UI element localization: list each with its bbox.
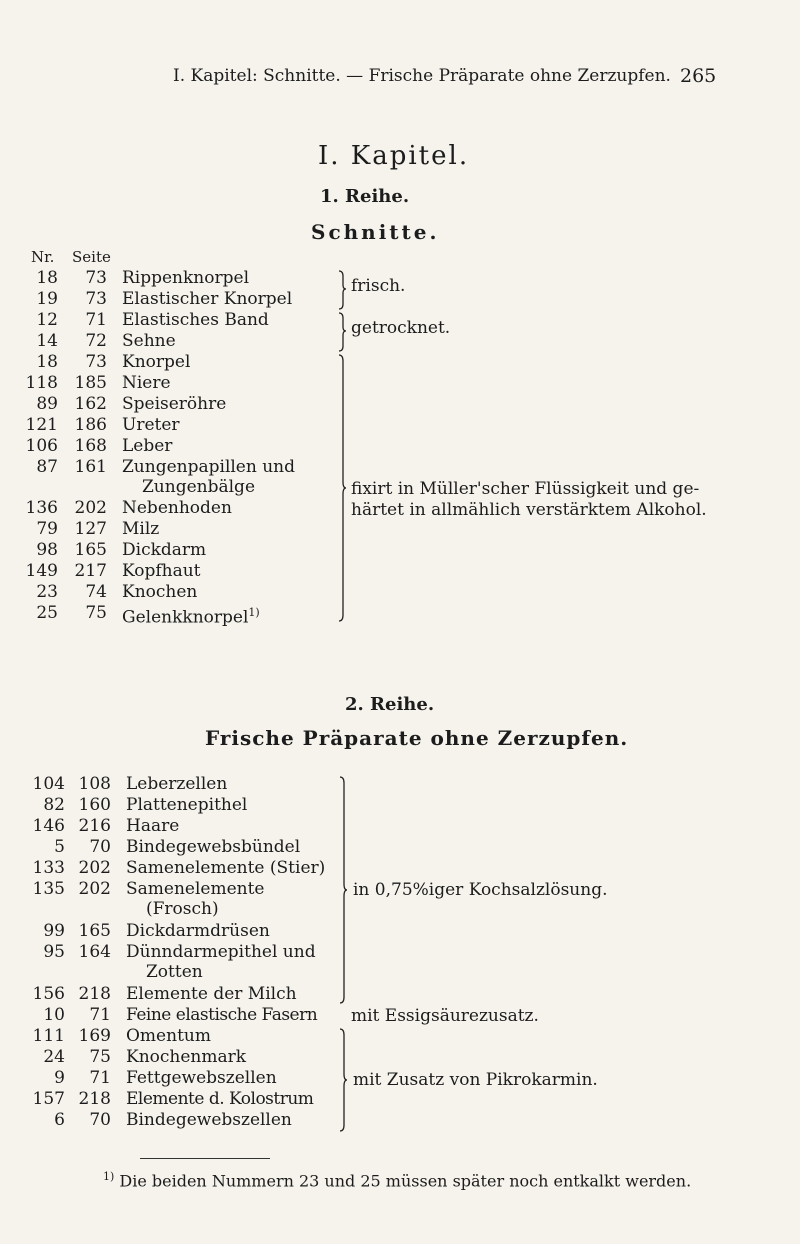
row-name: Bindegewebszellen bbox=[126, 1110, 292, 1130]
row-name: Elastischer Knorpel bbox=[122, 289, 293, 309]
row-nr: 6 bbox=[54, 1110, 65, 1130]
row-name bbox=[122, 603, 260, 628]
chapter-title: I. Kapitel. bbox=[318, 141, 470, 171]
row-seite: 164 bbox=[78, 942, 111, 962]
row-name-text: Gelenkknorpel bbox=[122, 607, 249, 628]
brace-pikro bbox=[338, 1028, 348, 1132]
row-name: Samenelemente bbox=[126, 879, 265, 899]
row-seite: 72 bbox=[85, 331, 107, 351]
table-row bbox=[0, 436, 800, 456]
row-nr: 9 bbox=[54, 1068, 65, 1088]
row-seite: 218 bbox=[78, 984, 111, 1004]
row-seite: 71 bbox=[89, 1005, 111, 1025]
row-seite: 127 bbox=[74, 519, 107, 539]
table-row bbox=[0, 774, 800, 794]
brace-kochsalz bbox=[338, 776, 348, 1004]
footnote bbox=[103, 1170, 691, 1190]
row-nr: 136 bbox=[25, 498, 58, 518]
row-nr: 104 bbox=[32, 774, 65, 794]
row-name: Elemente d. Kolostrum bbox=[126, 1089, 314, 1109]
row-name: Haare bbox=[126, 816, 180, 836]
table-row bbox=[0, 921, 800, 941]
series1-subheading: Schnitte. bbox=[311, 220, 440, 244]
row-name: Speiseröhre bbox=[122, 394, 227, 414]
row-seite: 168 bbox=[74, 436, 107, 456]
row-nr: 89 bbox=[36, 394, 58, 414]
row-nr: 133 bbox=[32, 858, 65, 878]
row-nr: 23 bbox=[36, 582, 58, 602]
row-seite: 74 bbox=[85, 582, 107, 602]
row-name: Knochen bbox=[122, 582, 198, 602]
table-row bbox=[0, 837, 800, 857]
row-seite: 73 bbox=[85, 289, 107, 309]
note-frisch: frisch. bbox=[351, 276, 406, 296]
table-row bbox=[0, 1047, 800, 1067]
table-row bbox=[0, 1110, 800, 1130]
note-essig: mit Essigsäurezusatz. bbox=[351, 1006, 539, 1026]
row-name: Ureter bbox=[122, 415, 180, 435]
row-nr: 79 bbox=[36, 519, 58, 539]
row-name-continuation: Zungenbälge bbox=[142, 477, 255, 497]
row-seite: 161 bbox=[74, 457, 107, 477]
row-name: Samenelemente (Stier) bbox=[126, 858, 326, 878]
row-nr: 135 bbox=[32, 879, 65, 899]
row-nr: 106 bbox=[25, 436, 58, 456]
row-seite: 202 bbox=[78, 879, 111, 899]
row-seite: 70 bbox=[89, 837, 111, 857]
row-name: Bindegewebsbündel bbox=[126, 837, 301, 857]
table-row bbox=[0, 795, 800, 815]
row-nr: 87 bbox=[36, 457, 58, 477]
row-nr: 10 bbox=[43, 1005, 65, 1025]
row-seite: 218 bbox=[78, 1089, 111, 1109]
row-seite: 70 bbox=[89, 1110, 111, 1130]
row-nr: 5 bbox=[54, 837, 65, 857]
table-row bbox=[0, 415, 800, 435]
row-nr: 95 bbox=[43, 942, 65, 962]
table-row bbox=[0, 858, 800, 878]
row-nr: 82 bbox=[43, 795, 65, 815]
row-name: Leber bbox=[122, 436, 173, 456]
row-name-continuation: Zotten bbox=[146, 962, 203, 982]
series1-heading: 1. Reihe. bbox=[320, 186, 410, 207]
row-seite: 202 bbox=[74, 498, 107, 518]
row-name: Plattenepithel bbox=[126, 795, 248, 815]
row-nr: 146 bbox=[32, 816, 65, 836]
row-nr: 19 bbox=[36, 289, 58, 309]
row-seite: 165 bbox=[78, 921, 111, 941]
table-row bbox=[0, 1089, 800, 1109]
note-fixiert-line1: fixirt in Müller'scher Flüssigkeit und ge- bbox=[351, 479, 700, 499]
note-pikro: mit Zusatz von Pikrokarmin. bbox=[353, 1070, 598, 1090]
table-row-continuation bbox=[0, 962, 800, 982]
row-seite: 73 bbox=[85, 352, 107, 372]
brace-getrocknet bbox=[337, 312, 347, 352]
row-seite: 160 bbox=[78, 795, 111, 815]
row-nr: 12 bbox=[36, 310, 58, 330]
row-nr: 18 bbox=[36, 352, 58, 372]
row-nr: 98 bbox=[36, 540, 58, 560]
row-nr: 157 bbox=[32, 1089, 65, 1109]
series2-heading: 2. Reihe. bbox=[345, 694, 435, 715]
running-header-title: I. Kapitel: Schnitte. — Frische Präparate ohne Zerzupfen. bbox=[173, 66, 671, 86]
row-name: Knorpel bbox=[122, 352, 191, 372]
row-nr: 25 bbox=[36, 603, 58, 623]
row-name: Dickdarm bbox=[122, 540, 207, 560]
table-row bbox=[0, 984, 800, 1004]
row-name: Nebenhoden bbox=[122, 498, 232, 518]
row-nr: 18 bbox=[36, 268, 58, 288]
row-seite: 71 bbox=[89, 1068, 111, 1088]
row-nr: 156 bbox=[32, 984, 65, 1004]
row-seite: 75 bbox=[85, 603, 107, 623]
row-seite: 185 bbox=[74, 373, 107, 393]
brace-frisch bbox=[337, 270, 347, 310]
row-nr: 118 bbox=[25, 373, 58, 393]
footnote-number: 1) bbox=[103, 1170, 115, 1183]
table-row bbox=[0, 394, 800, 414]
table-row bbox=[0, 373, 800, 393]
row-seite: 186 bbox=[74, 415, 107, 435]
table-row bbox=[0, 352, 800, 372]
row-name: Milz bbox=[122, 519, 160, 539]
row-seite: 75 bbox=[89, 1047, 111, 1067]
row-seite: 216 bbox=[78, 816, 111, 836]
row-seite: 169 bbox=[78, 1026, 111, 1046]
row-nr: 121 bbox=[25, 415, 58, 435]
footnote-mark: 1) bbox=[248, 606, 260, 619]
brace-fixiert bbox=[337, 354, 347, 622]
table-row bbox=[0, 816, 800, 836]
row-nr: 99 bbox=[43, 921, 65, 941]
series2-subheading: Frische Präparate ohne Zerzupfen. bbox=[205, 726, 629, 750]
note-fixiert-line2: härtet in allmählich verstärktem Alkohol. bbox=[351, 500, 707, 520]
table-row bbox=[0, 582, 800, 602]
row-seite: 217 bbox=[74, 561, 107, 581]
row-seite: 108 bbox=[78, 774, 111, 794]
row-name: Sehne bbox=[122, 331, 176, 351]
row-name: Omentum bbox=[126, 1026, 211, 1046]
table-row bbox=[0, 540, 800, 560]
row-nr: 111 bbox=[32, 1026, 65, 1046]
note-kochsalz: in 0,75%iger Kochsalzlösung. bbox=[353, 880, 608, 900]
page-number: 265 bbox=[680, 65, 717, 87]
row-name: Knochenmark bbox=[126, 1047, 247, 1067]
row-name: Elastisches Band bbox=[122, 310, 269, 330]
row-name: Kopfhaut bbox=[122, 561, 201, 581]
column-header-nr: Nr. bbox=[31, 248, 55, 266]
row-name: Niere bbox=[122, 373, 171, 393]
table-row-continuation bbox=[0, 899, 800, 919]
row-name: Rippenknorpel bbox=[122, 268, 250, 288]
row-seite: 73 bbox=[85, 268, 107, 288]
column-header-seite: Seite bbox=[72, 248, 111, 266]
row-seite: 202 bbox=[78, 858, 111, 878]
footnote-rule bbox=[140, 1158, 270, 1159]
row-name-continuation: (Frosch) bbox=[146, 899, 219, 919]
row-nr: 14 bbox=[36, 331, 58, 351]
row-name: Zungenpapillen und bbox=[122, 457, 296, 477]
table-row bbox=[0, 942, 800, 962]
footnote-text: Die beiden Nummern 23 und 25 müssen später noch entkalkt werden. bbox=[119, 1171, 692, 1191]
row-nr: 24 bbox=[43, 1047, 65, 1067]
row-seite: 71 bbox=[85, 310, 107, 330]
row-name: Fettgewebszellen bbox=[126, 1068, 277, 1088]
row-seite: 165 bbox=[74, 540, 107, 560]
row-name: Dünndarmepithel und bbox=[126, 942, 316, 962]
table-row bbox=[0, 519, 800, 539]
row-name: Leberzellen bbox=[126, 774, 228, 794]
row-name: Dickdarmdrüsen bbox=[126, 921, 270, 941]
row-name: Feine elastische Fasern bbox=[126, 1005, 318, 1025]
table-row bbox=[0, 457, 800, 477]
table-row bbox=[0, 603, 800, 628]
row-name: Elemente der Milch bbox=[126, 984, 297, 1004]
table-row bbox=[0, 561, 800, 581]
table-row bbox=[0, 1026, 800, 1046]
row-nr: 149 bbox=[25, 561, 58, 581]
row-seite: 162 bbox=[74, 394, 107, 414]
note-getrocknet: getrocknet. bbox=[351, 318, 451, 338]
